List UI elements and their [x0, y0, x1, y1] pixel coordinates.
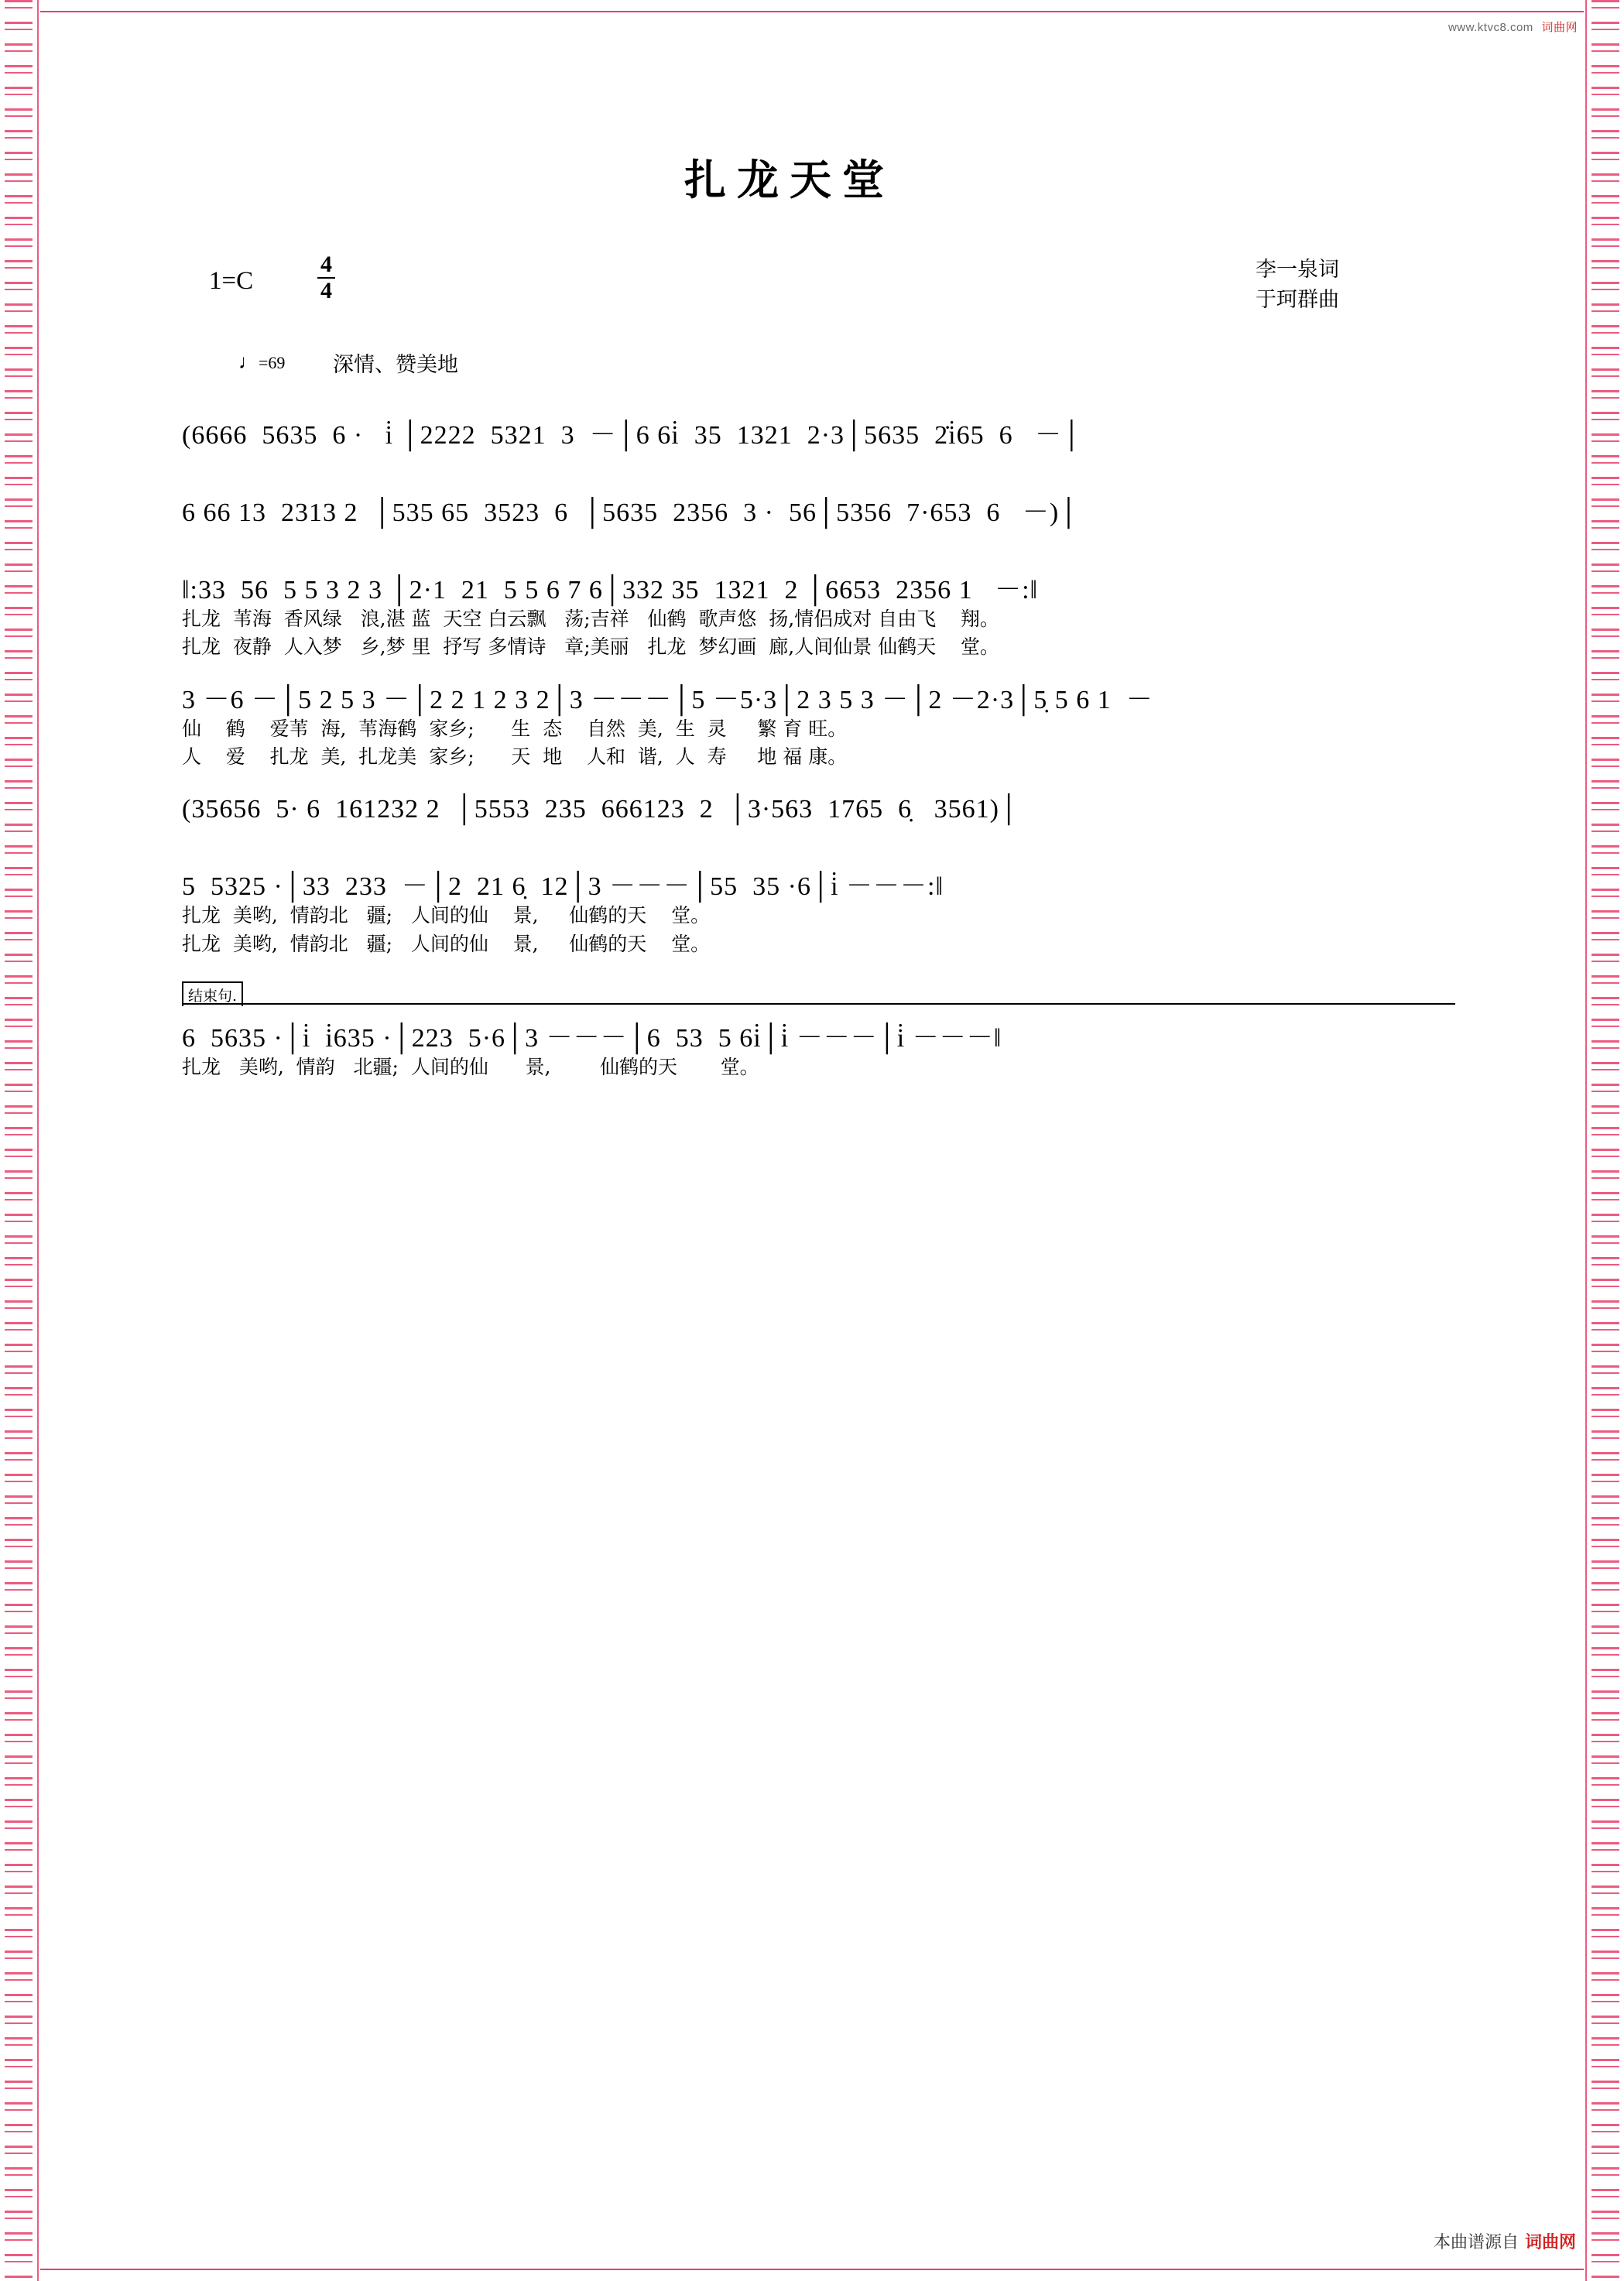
- music-system-verse-1: [93, 575, 1486, 662]
- decorative-border-left: [5, 0, 33, 2281]
- music-system-interlude: [93, 794, 1486, 848]
- expression-marking: 深情、赞美地: [333, 353, 458, 376]
- lyric-row-1: 扎龙 苇海 香风绿 浪,湛 蓝 天空 白云飘 荡;吉祥 仙鹤 歌声悠 扬,情侣成对 自由飞 翔。: [182, 608, 999, 631]
- note-row: (6666 5635 6 · i̇ │2222 5321 3 －│6 6i̇ 35 1321 2·3│5635 2̇i̇65 6 －│: [182, 421, 1082, 450]
- footer-brand: 词曲网: [1524, 2232, 1576, 2252]
- page-title: 扎龙天堂: [684, 155, 895, 204]
- credits: [1256, 255, 1339, 315]
- lyric-row-2: 扎龙 夜静 人入梦 乡,梦 里 抒写 多情诗 章;美丽 扎龙 梦幻画 廊,人间仙景 仙鹤天 堂。: [182, 635, 999, 659]
- tempo-value: =69: [259, 353, 286, 372]
- lyric-row-2: 人 爱 扎龙 美, 扎龙美 家乡; 天 地 人和 谐, 人 寿 地 福 康。: [182, 745, 848, 768]
- lyric-row-1: 仙 鹤 爱苇 海, 苇海鹤 家乡; 生 态 自然 美, 生 灵 繁 育 旺。: [182, 717, 848, 740]
- bottom-rule: [40, 2269, 1584, 2270]
- music-system-verse-2: [93, 685, 1486, 772]
- tempo-row: [93, 351, 1486, 397]
- score-sheet: [93, 0, 1486, 1081]
- music-system-chorus: [93, 872, 1486, 958]
- coda-label-wrap: [182, 985, 1455, 1009]
- coda-top-rule: [182, 1003, 1455, 1005]
- note-row: 6 66 13 2313 2 │535 65 3523 6 │5635 2356 3 · 56│5356 7·653 6 －)│: [182, 498, 1079, 527]
- note-row: 6 5635 ·│i̇ i̇635 ·│223 5·6│3 －－－│6 53 5 6i̇│i̇ －－－│i̇ －－－‖: [182, 1023, 1002, 1053]
- time-signature-denominator: 4: [320, 278, 332, 303]
- composer: 于珂群曲: [1256, 288, 1339, 312]
- tempo-note-glyph: ♩: [238, 351, 259, 373]
- footer-source: [1434, 2229, 1576, 2253]
- footer-source-text: 本曲谱源自: [1433, 2232, 1519, 2252]
- lyricist: 李一泉词: [1256, 258, 1339, 281]
- note-row: 5 5325 ·│33 233 －│2 21 6̣ 12│3 －－－│55 35 ·6│i̇ －－－:‖: [182, 872, 944, 902]
- lyric-row-1: 扎龙 美哟, 情韵北 疆; 人间的仙 景, 仙鹤的天 堂。: [182, 904, 711, 927]
- time-signature-numerator: 4: [317, 253, 335, 279]
- header-site-url: www.ktvc8.com: [1448, 21, 1533, 34]
- music-system-intro-1: [93, 420, 1486, 474]
- note-row: 3 －6 －│5 2 5 3 －│2 2 1 2 3 2│3 －－－│5 －5·3│2 3 5 3 －│2 －2·3│5̣ 5 6 1 －: [182, 685, 1153, 714]
- header-site-name: 词曲网: [1541, 21, 1578, 34]
- lyric-row-1: 扎龙 美哟, 情韵 北疆; 人间的仙 景, 仙鹤的天 堂。: [182, 1055, 759, 1078]
- time-signature: [317, 253, 335, 303]
- tempo-marking: [238, 351, 285, 374]
- score-meta: [93, 253, 1486, 346]
- lyric-row-2: 扎龙 美哟, 情韵北 疆; 人间的仙 景, 仙鹤的天 堂。: [182, 932, 711, 955]
- note-row: (35656 5· 6 161232 2 │5553 235 666123 2 │3·563 1765 6̣ 3561)│: [182, 795, 1019, 824]
- music-system-intro-2: [93, 498, 1486, 552]
- key-signature: 1=C: [209, 267, 254, 295]
- decorative-border-right: [1591, 0, 1619, 2281]
- note-row: ‖:33 56 5 5 3 2 3 │2·1 21 5 5 6 7 6│332 35 1321 2 │6653 2356 1 －:‖: [182, 576, 1039, 604]
- coda-label: 结束句.: [182, 981, 243, 1006]
- music-system-coda: [93, 1023, 1486, 1081]
